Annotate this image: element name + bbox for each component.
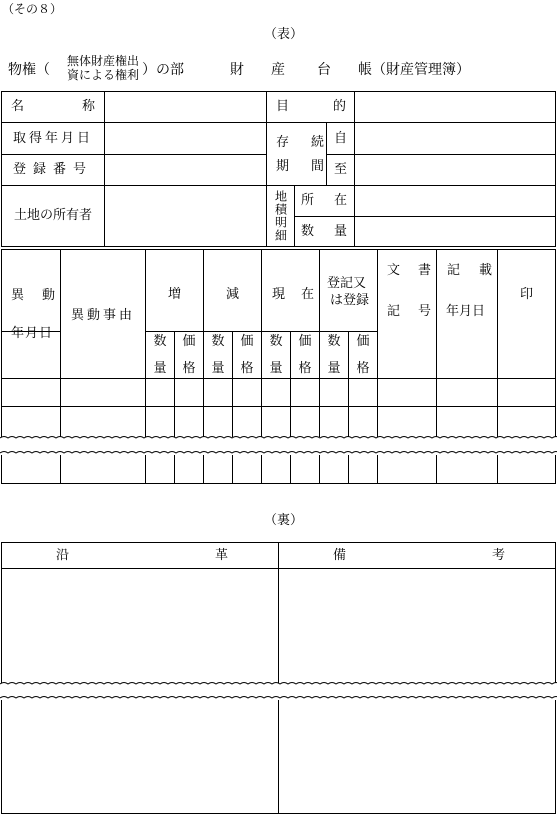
sub-header-char: 格 xyxy=(356,360,370,376)
change-date-label-1: 異 動 xyxy=(11,287,55,303)
sub-header-char: 数 xyxy=(327,333,341,349)
registered-label-1: 登記又 xyxy=(327,276,367,291)
purpose-label: 目 的 xyxy=(276,99,346,114)
from-label: 自 xyxy=(333,130,347,146)
entry-date-label-2: 年月日 xyxy=(446,304,486,319)
title-bracket-line2: 資による権利 xyxy=(67,68,140,82)
entry-date-label-1: 記 載 xyxy=(447,262,492,278)
ledger-note: （財産管理簿） xyxy=(372,62,470,78)
front-side-label: （表） xyxy=(264,27,304,42)
name-label: 名 称 xyxy=(11,99,95,114)
duration-label-1: 存 続 xyxy=(276,134,324,150)
sub-header-char: 価 xyxy=(298,333,312,349)
back-break-wave xyxy=(0,680,557,700)
title-prefix: 物権（ xyxy=(8,62,50,78)
to-label: 至 xyxy=(333,162,347,177)
sub-header-char: 価 xyxy=(240,333,254,349)
duration-label-2: 期 間 xyxy=(276,158,324,174)
area-detail-label: 地積明細 xyxy=(273,190,288,242)
location-label: 所 在 xyxy=(301,193,347,208)
sub-header-char: 量 xyxy=(153,360,167,376)
history-label: 沿 革 xyxy=(56,547,228,563)
title-bracket-line1: 無体財産権出 xyxy=(67,54,140,68)
title-suffix: ）の部 xyxy=(142,62,184,78)
ledger-char-3: 台 xyxy=(317,62,331,78)
sub-header-char: 価 xyxy=(182,333,196,349)
sub-header-char: 格 xyxy=(240,360,254,376)
sub-header-char: 価 xyxy=(356,333,370,349)
remarks-label: 備 考 xyxy=(333,547,505,563)
sub-header-char: 数 xyxy=(211,333,225,349)
document-label-1: 文 書 xyxy=(387,262,431,278)
decrease-label: 減 xyxy=(225,286,239,302)
change-date-label-2: 年月日 xyxy=(11,326,54,341)
current-label: 現 在 xyxy=(272,286,314,302)
page-number: （その８） xyxy=(2,2,63,16)
landowner-label: 土地の所有者 xyxy=(13,208,92,223)
sub-header-char: 量 xyxy=(269,360,283,376)
ledger-char-1: 財 xyxy=(230,62,244,78)
seal-label: 印 xyxy=(519,286,533,302)
sub-header-char: 格 xyxy=(298,360,312,376)
name-value xyxy=(105,92,265,121)
acquired-date-label: 取得年月日 xyxy=(12,130,93,146)
sub-header-char: 格 xyxy=(182,360,196,376)
table-break-wave xyxy=(0,434,557,454)
registered-label-2: は登録 xyxy=(330,293,370,308)
document-label-2: 記 号 xyxy=(387,303,431,319)
quantity-label: 数 量 xyxy=(301,223,347,239)
sub-header-char: 量 xyxy=(211,360,225,376)
ledger-char-4: 帳 xyxy=(358,62,372,78)
ledger-char-2: 産 xyxy=(271,62,285,78)
registration-number-label: 登録番号 xyxy=(12,162,93,177)
back-side-label: （裏） xyxy=(264,513,304,528)
sub-header-char: 量 xyxy=(327,360,341,376)
increase-label: 増 xyxy=(167,286,181,302)
sub-header-char: 数 xyxy=(269,333,283,349)
sub-header-char: 数 xyxy=(153,333,167,349)
change-reason-label: 異動事由 xyxy=(70,307,135,323)
